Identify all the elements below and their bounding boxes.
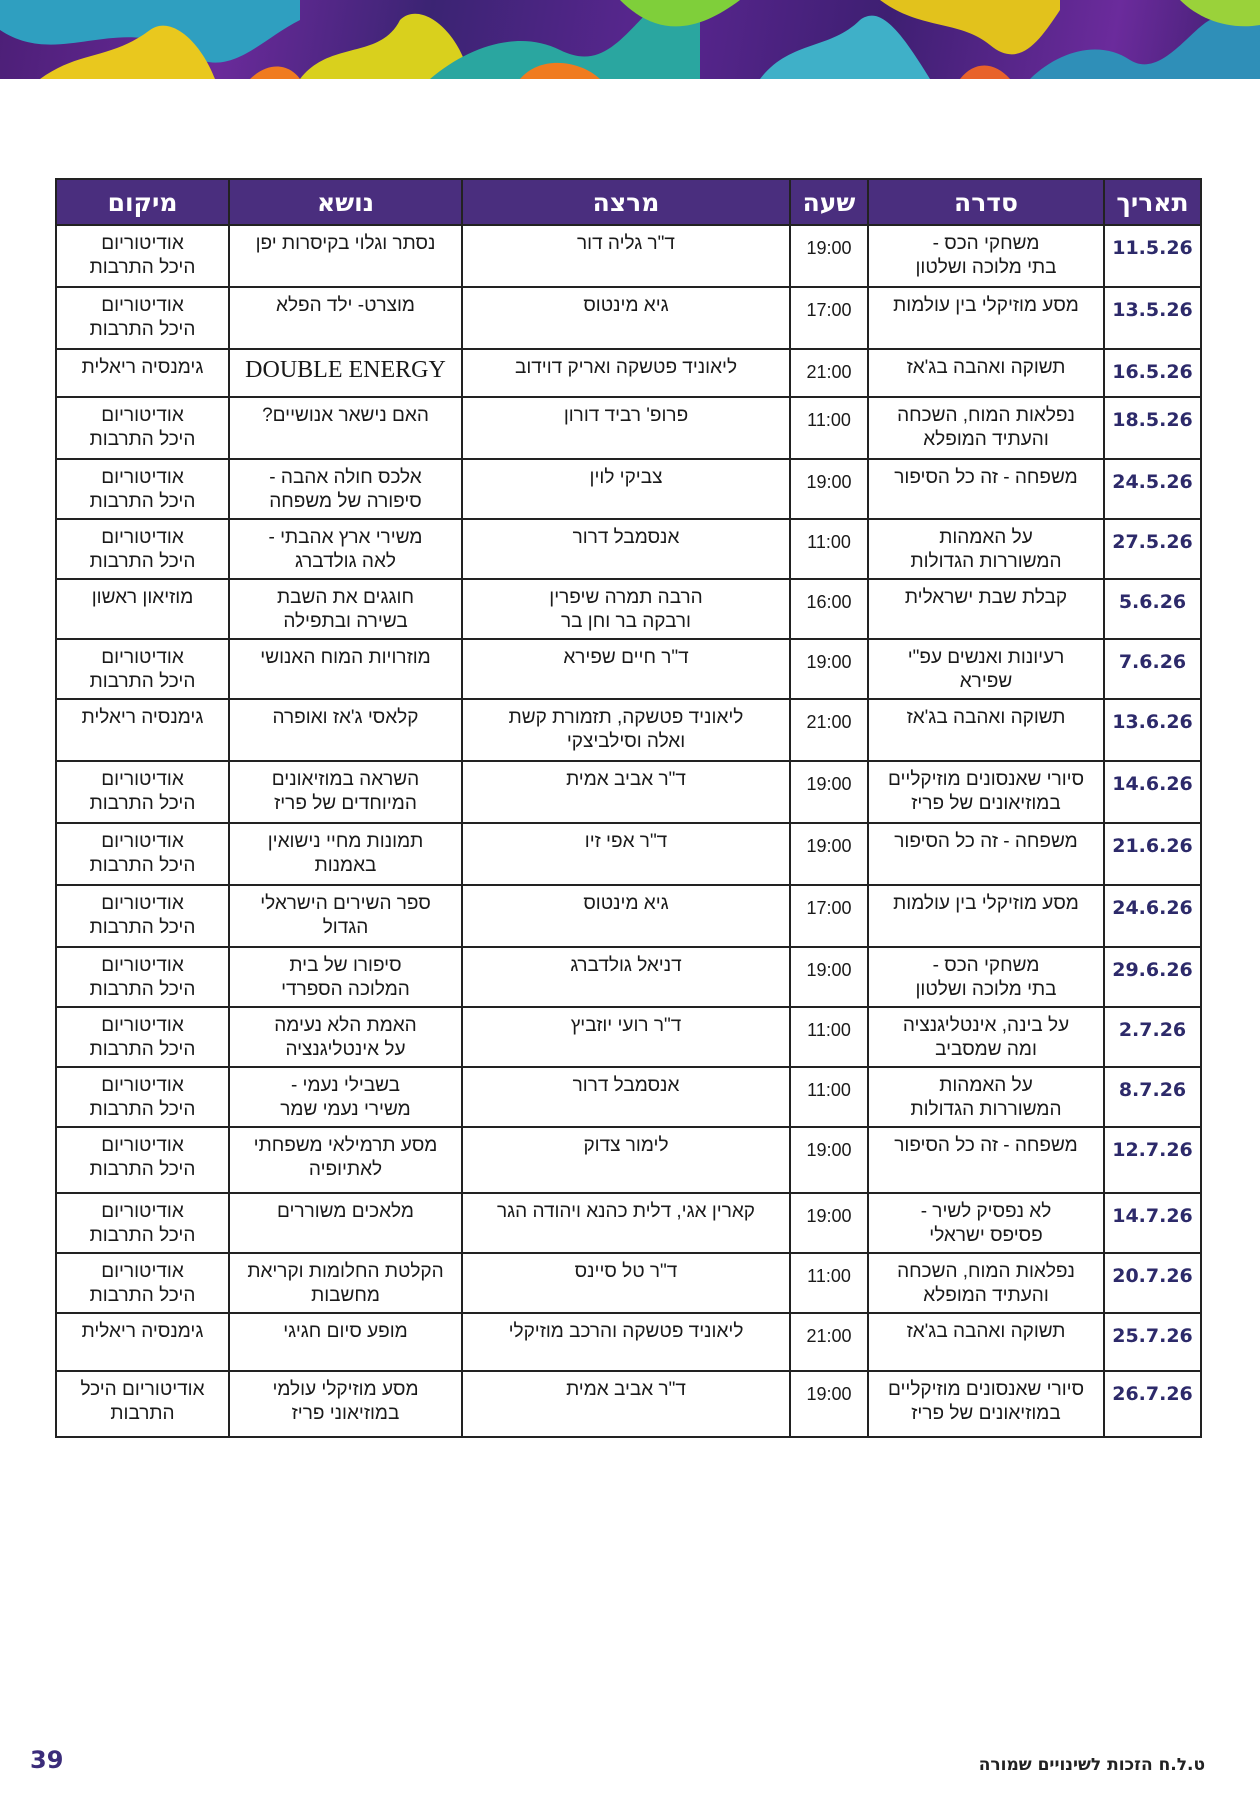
cell-date: 26.7.26 <box>1104 1371 1201 1437</box>
cell-date: 14.7.26 <box>1104 1193 1201 1253</box>
cell-topic: קלאסי ג'אז ואופרה <box>229 699 462 761</box>
cell-lecturer: ד"ר אפי זיו <box>462 823 790 885</box>
cell-series: סיורי שאנסונים מוזיקליים במוזיאונים של פריז <box>868 1371 1104 1437</box>
cell-series: על בינה, אינטליגנציה ומה שמסביב <box>868 1007 1104 1067</box>
cell-series: קבלת שבת ישראלית <box>868 579 1104 639</box>
cell-time: 19:00 <box>790 823 868 885</box>
cell-lecturer: אנסמבל דרור <box>462 1067 790 1127</box>
cell-location: אודיטוריום היכל התרבות <box>56 1067 229 1127</box>
table-header-row <box>56 179 1201 225</box>
cell-date: 5.6.26 <box>1104 579 1201 639</box>
table-row <box>56 699 1201 761</box>
table-row <box>56 639 1201 699</box>
cell-location: אודיטוריום היכל התרבות <box>56 1007 229 1067</box>
table-row <box>56 947 1201 1007</box>
cell-lecturer: ד"ר רועי יוזביץ <box>462 1007 790 1067</box>
cell-topic: הקלטת החלומות וקריאת מחשבות <box>229 1253 462 1313</box>
cell-date: 24.6.26 <box>1104 885 1201 947</box>
cell-time: 19:00 <box>790 947 868 1007</box>
cell-time: 19:00 <box>790 225 868 287</box>
cell-lecturer: צביקי לוין <box>462 459 790 519</box>
cell-date: 25.7.26 <box>1104 1313 1201 1371</box>
cell-lecturer: פרופ' רביד דורון <box>462 397 790 459</box>
cell-lecturer: גיא מינטוס <box>462 287 790 349</box>
cell-lecturer: אנסמבל דרור <box>462 519 790 579</box>
table-row <box>56 287 1201 349</box>
cell-topic: האמת הלא נעימה על אינטליגנציה <box>229 1007 462 1067</box>
table-row <box>56 1127 1201 1193</box>
cell-location: אודיטוריום היכל התרבות <box>56 1127 229 1193</box>
cell-lecturer: הרבה תמרה שיפרין ורבקה בר וחן בר <box>462 579 790 639</box>
header-time: שעה <box>790 179 868 225</box>
header-series: סדרה <box>868 179 1104 225</box>
cell-series: מסע מוזיקלי בין עולמות <box>868 885 1104 947</box>
table-row <box>56 459 1201 519</box>
cell-series: נפלאות המוח, השכחה והעתיד המופלא <box>868 1253 1104 1313</box>
cell-time: 11:00 <box>790 1253 868 1313</box>
cell-time: 19:00 <box>790 761 868 823</box>
decorative-banner <box>0 0 1260 79</box>
cell-series: תשוקה ואהבה בג'אז <box>868 349 1104 397</box>
table-row <box>56 885 1201 947</box>
cell-series: לא נפסיק לשיר - פסיפס ישראלי <box>868 1193 1104 1253</box>
cell-topic: בשבילי נעמי - משירי נעמי שמר <box>229 1067 462 1127</box>
cell-location: גימנסיה ריאלית <box>56 699 229 761</box>
cell-date: 20.7.26 <box>1104 1253 1201 1313</box>
cell-location: אודיטוריום היכל התרבות <box>56 1371 229 1437</box>
cell-time: 21:00 <box>790 349 868 397</box>
cell-topic: DOUBLE ENERGY <box>229 349 462 397</box>
cell-series: על האמהות המשוררות הגדולות <box>868 1067 1104 1127</box>
cell-location: אודיטוריום היכל התרבות <box>56 459 229 519</box>
cell-topic: השראה במוזיאונים המיוחדים של פריז <box>229 761 462 823</box>
cell-lecturer: דניאל גולדברג <box>462 947 790 1007</box>
cell-date: 16.5.26 <box>1104 349 1201 397</box>
cell-location: גימנסיה ריאלית <box>56 349 229 397</box>
banner-artwork <box>0 0 1260 79</box>
cell-location: אודיטוריום היכל התרבות <box>56 1193 229 1253</box>
table-body <box>56 225 1201 1437</box>
cell-time: 11:00 <box>790 1007 868 1067</box>
cell-topic: אלכס חולה אהבה - סיפורה של משפחה <box>229 459 462 519</box>
table-row <box>56 1371 1201 1437</box>
table-row <box>56 1007 1201 1067</box>
cell-topic: מלאכים משוררים <box>229 1193 462 1253</box>
cell-series: משפחה - זה כל הסיפור <box>868 823 1104 885</box>
cell-date: 2.7.26 <box>1104 1007 1201 1067</box>
cell-time: 11:00 <box>790 397 868 459</box>
header-topic: נושא <box>229 179 462 225</box>
cell-lecturer: קארין אגי, דלית כהנא ויהודה הגר <box>462 1193 790 1253</box>
cell-time: 11:00 <box>790 1067 868 1127</box>
table-row <box>56 519 1201 579</box>
cell-time: 16:00 <box>790 579 868 639</box>
header-location: מיקום <box>56 179 229 225</box>
cell-topic: האם נישאר אנושיים? <box>229 397 462 459</box>
table-row <box>56 1193 1201 1253</box>
cell-time: 19:00 <box>790 1127 868 1193</box>
table-row <box>56 1253 1201 1313</box>
cell-location: גימנסיה ריאלית <box>56 1313 229 1371</box>
table-row <box>56 397 1201 459</box>
events-table-container <box>55 178 1200 1438</box>
cell-series: משחקי הכס - בתי מלוכה ושלטון <box>868 225 1104 287</box>
cell-date: 27.5.26 <box>1104 519 1201 579</box>
cell-series: נפלאות המוח, השכחה והעתיד המופלא <box>868 397 1104 459</box>
cell-date: 12.7.26 <box>1104 1127 1201 1193</box>
cell-time: 11:00 <box>790 519 868 579</box>
cell-date: 8.7.26 <box>1104 1067 1201 1127</box>
table-row <box>56 761 1201 823</box>
page-number: 39 <box>30 1746 64 1774</box>
cell-series: על האמהות המשוררות הגדולות <box>868 519 1104 579</box>
cell-location: אודיטוריום היכל התרבות <box>56 287 229 349</box>
table-row <box>56 823 1201 885</box>
table-row <box>56 1313 1201 1371</box>
cell-lecturer: לימור צדוק <box>462 1127 790 1193</box>
cell-series: משפחה - זה כל הסיפור <box>868 459 1104 519</box>
cell-lecturer: ד"ר חיים שפירא <box>462 639 790 699</box>
cell-location: אודיטוריום היכל התרבות <box>56 823 229 885</box>
events-table <box>55 178 1202 1438</box>
cell-date: 13.6.26 <box>1104 699 1201 761</box>
cell-topic: חוגגים את השבת בשירה ובתפילה <box>229 579 462 639</box>
cell-series: משפחה - זה כל הסיפור <box>868 1127 1104 1193</box>
cell-lecturer: ד"ר טל סיינס <box>462 1253 790 1313</box>
cell-topic: סיפורו של בית המלוכה הספרדי <box>229 947 462 1007</box>
cell-lecturer: ליאוניד פטשקה, תזמורת קשת ואלה וסילביצקי <box>462 699 790 761</box>
table-row <box>56 349 1201 397</box>
cell-series: תשוקה ואהבה בג'אז <box>868 699 1104 761</box>
cell-location: אודיטוריום היכל התרבות <box>56 761 229 823</box>
cell-lecturer: ליאוניד פטשקה והרכב מוזיקלי <box>462 1313 790 1371</box>
cell-time: 19:00 <box>790 1193 868 1253</box>
cell-location: אודיטוריום היכל התרבות <box>56 947 229 1007</box>
cell-topic: מוצרט- ילד הפלא <box>229 287 462 349</box>
cell-series: משחקי הכס - בתי מלוכה ושלטון <box>868 947 1104 1007</box>
cell-time: 17:00 <box>790 287 868 349</box>
cell-series: תשוקה ואהבה בג'אז <box>868 1313 1104 1371</box>
cell-date: 29.6.26 <box>1104 947 1201 1007</box>
cell-time: 19:00 <box>790 639 868 699</box>
cell-location: אודיטוריום היכל התרבות <box>56 1253 229 1313</box>
cell-time: 21:00 <box>790 699 868 761</box>
cell-location: אודיטוריום היכל התרבות <box>56 885 229 947</box>
cell-series: מסע מוזיקלי בין עולמות <box>868 287 1104 349</box>
cell-location: אודיטוריום היכל התרבות <box>56 397 229 459</box>
cell-lecturer: גיא מינטוס <box>462 885 790 947</box>
table-row <box>56 579 1201 639</box>
cell-date: 18.5.26 <box>1104 397 1201 459</box>
cell-topic: נסתר וגלוי בקיסרות יפן <box>229 225 462 287</box>
cell-time: 21:00 <box>790 1313 868 1371</box>
cell-date: 14.6.26 <box>1104 761 1201 823</box>
cell-time: 19:00 <box>790 459 868 519</box>
cell-time: 17:00 <box>790 885 868 947</box>
cell-topic: משירי ארץ אהבתי - לאה גולדברג <box>229 519 462 579</box>
cell-location: אודיטוריום היכל התרבות <box>56 639 229 699</box>
cell-location: אודיטוריום היכל התרבות <box>56 519 229 579</box>
cell-series: סיורי שאנסונים מוזיקליים במוזיאונים של פריז <box>868 761 1104 823</box>
header-date: תאריך <box>1104 179 1201 225</box>
table-row <box>56 225 1201 287</box>
cell-lecturer: ד"ר אביב אמית <box>462 1371 790 1437</box>
cell-date: 13.5.26 <box>1104 287 1201 349</box>
cell-topic: ספר השירים הישראלי הגדול <box>229 885 462 947</box>
cell-topic: מוזרויות המוח האנושי <box>229 639 462 699</box>
cell-date: 21.6.26 <box>1104 823 1201 885</box>
cell-topic: תמונות מחיי נישואין באמנות <box>229 823 462 885</box>
cell-location: מוזיאון ראשון <box>56 579 229 639</box>
cell-topic: מסע תרמילאי משפחתי לאתיופיה <box>229 1127 462 1193</box>
cell-lecturer: ד"ר גליה דור <box>462 225 790 287</box>
footer-note: ט.ל.ח הזכות לשינויים שמורה <box>978 1755 1205 1775</box>
cell-lecturer: ד"ר אביב אמית <box>462 761 790 823</box>
cell-lecturer: ליאוניד פטשקה ואריק דוידוב <box>462 349 790 397</box>
cell-topic: מסע מוזיקלי עולמי במוזיאוני פריז <box>229 1371 462 1437</box>
header-lecturer: מרצה <box>462 179 790 225</box>
cell-location: אודיטוריום היכל התרבות <box>56 225 229 287</box>
cell-time: 19:00 <box>790 1371 868 1437</box>
cell-date: 7.6.26 <box>1104 639 1201 699</box>
table-row <box>56 1067 1201 1127</box>
cell-series: רעיונות ואנשים עפ"י שפירא <box>868 639 1104 699</box>
cell-date: 24.5.26 <box>1104 459 1201 519</box>
cell-date: 11.5.26 <box>1104 225 1201 287</box>
cell-topic: מופע סיום חגיגי <box>229 1313 462 1371</box>
